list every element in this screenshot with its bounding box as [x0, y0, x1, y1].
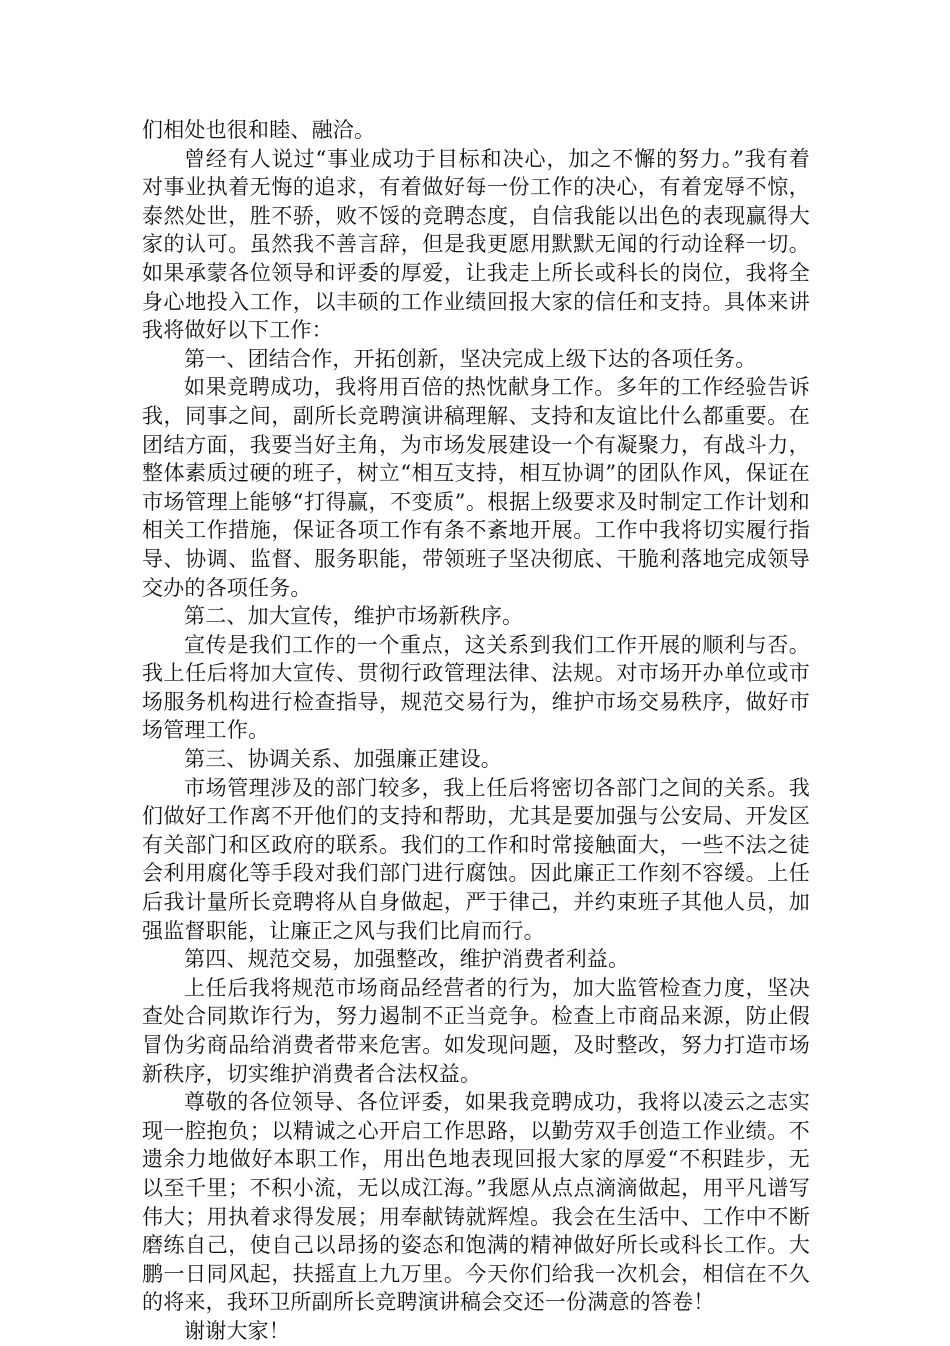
paragraph-continuation: 们相处也很和睦、融洽。 [142, 118, 376, 142]
section-heading-2: 第二、加大宣传，维护市场新秩序。 [184, 604, 524, 629]
paragraph-section-3: 市场管理涉及的部门较多，我上任后将密切各部门之间的关系。我们做好工作离不开他们的支持和帮助，尤其是要加强与公安局、开发区有关部门和区政府的联系。我们的工作和时常接触面大，一些不法之徒会利用腐化等手段对我们部门进行腐蚀。因此廉正工作刻不容缓。上任后我计量所长竞聘将从自身做起，严于律己，并约束班子其他人员，加强监督职能，让廉正之风与我们比肩而行。 [142, 775, 810, 943]
paragraph-section-1: 如果竞聘成功，我将用百倍的热忱献身工作。多年的工作经验告诉我，同事之间，副所长竞聘演讲稿理解、支持和友谊比什么都重要。在团结方面，我要当好主角，为市场发展建设一个有凝聚力，有战斗力，整体素质过硬的班子，树立“相互支持，相互协调”的团队作风，保证在市场管理上能够“打得赢，不变质”。根据上级要求及时制定工作计划和相关工作措施，保证各项工作有条不紊地开展。工作中我将切实履行指导、协调、监督、服务职能，带领班子坚决彻底、干脆利落地完成领导交办的各项任务。 [142, 375, 810, 600]
section-heading-3: 第三、协调关系、加强廉正建设。 [184, 747, 502, 772]
paragraph-section-4: 上任后我将规范市场商品经营者的行为，加大监管检查力度，坚决查处合同欺诈行为，努力遏制不正当竞争。检查上市商品来源，防止假冒伪劣商品给消费者带来危害。如发现问题，及时整改，努力打造市场新秩序，切实维护消费者合法权益。 [142, 975, 810, 1086]
paragraph-closing: 尊敬的各位领导、各位评委，如果我竞聘成功，我将以凌云之志实现一腔抱负；以精诚之心开启工作思路，以勤劳双手创造工作业绩。不遗余力地做好本职工作，用出色地表现回报大家的厚爱“不积跬步，无以至千里；不积小流，无以成江海。”我愿从点点滴滴做起，用平凡谱写伟大；用执着求得发展；用奉献铸就辉煌。我会在生活中、工作中不断磨练自己，使自己以昂扬的姿态和饱满的精神做好所长或科长工作。大鹏一日同风起，扶摇直上九万里。今天你们给我一次机会，相信在不久的将来，我环卫所副所长竞聘演讲稿会交还一份满意的答卷！ [142, 1090, 810, 1315]
paragraph-thanks: 谢谢大家！ [184, 1318, 290, 1343]
section-heading-4: 第四、规范交易，加强整改，维护消费者利益。 [184, 947, 630, 972]
paragraph-section-2: 宣传是我们工作的一个重点，这关系到我们工作开展的顺利与否。我上任后将加大宣传、贯彻行政管理法律、法规。对市场开办单位或市场服务机构进行检查指导，规范交易行为，维护市场交易秩序，做好市场管理工作。 [142, 632, 810, 743]
paragraph-quote-intro: 曾经有人说过“事业成功于目标和决心，加之不懈的努力。”我有着对事业执着无悔的追求，有着做好每一份工作的决心，有着宠辱不惊，泰然处世，胜不骄，败不馁的竞聘态度，自信我能以出色的表现赢得大家的认可。虽然我不善言辞，但是我更愿用默默无闻的行动诠释一切。如果承蒙各位领导和评委的厚爱，让我走上所长或科长的岗位，我将全身心地投入工作，以丰硕的工作业绩回报大家的信任和支持。具体来讲我将做好以下工作： [142, 146, 810, 343]
section-heading-1: 第一、团结合作，开拓创新，坚决完成上级下达的各项任务。 [184, 346, 757, 371]
document-page [142, 116, 810, 1346]
